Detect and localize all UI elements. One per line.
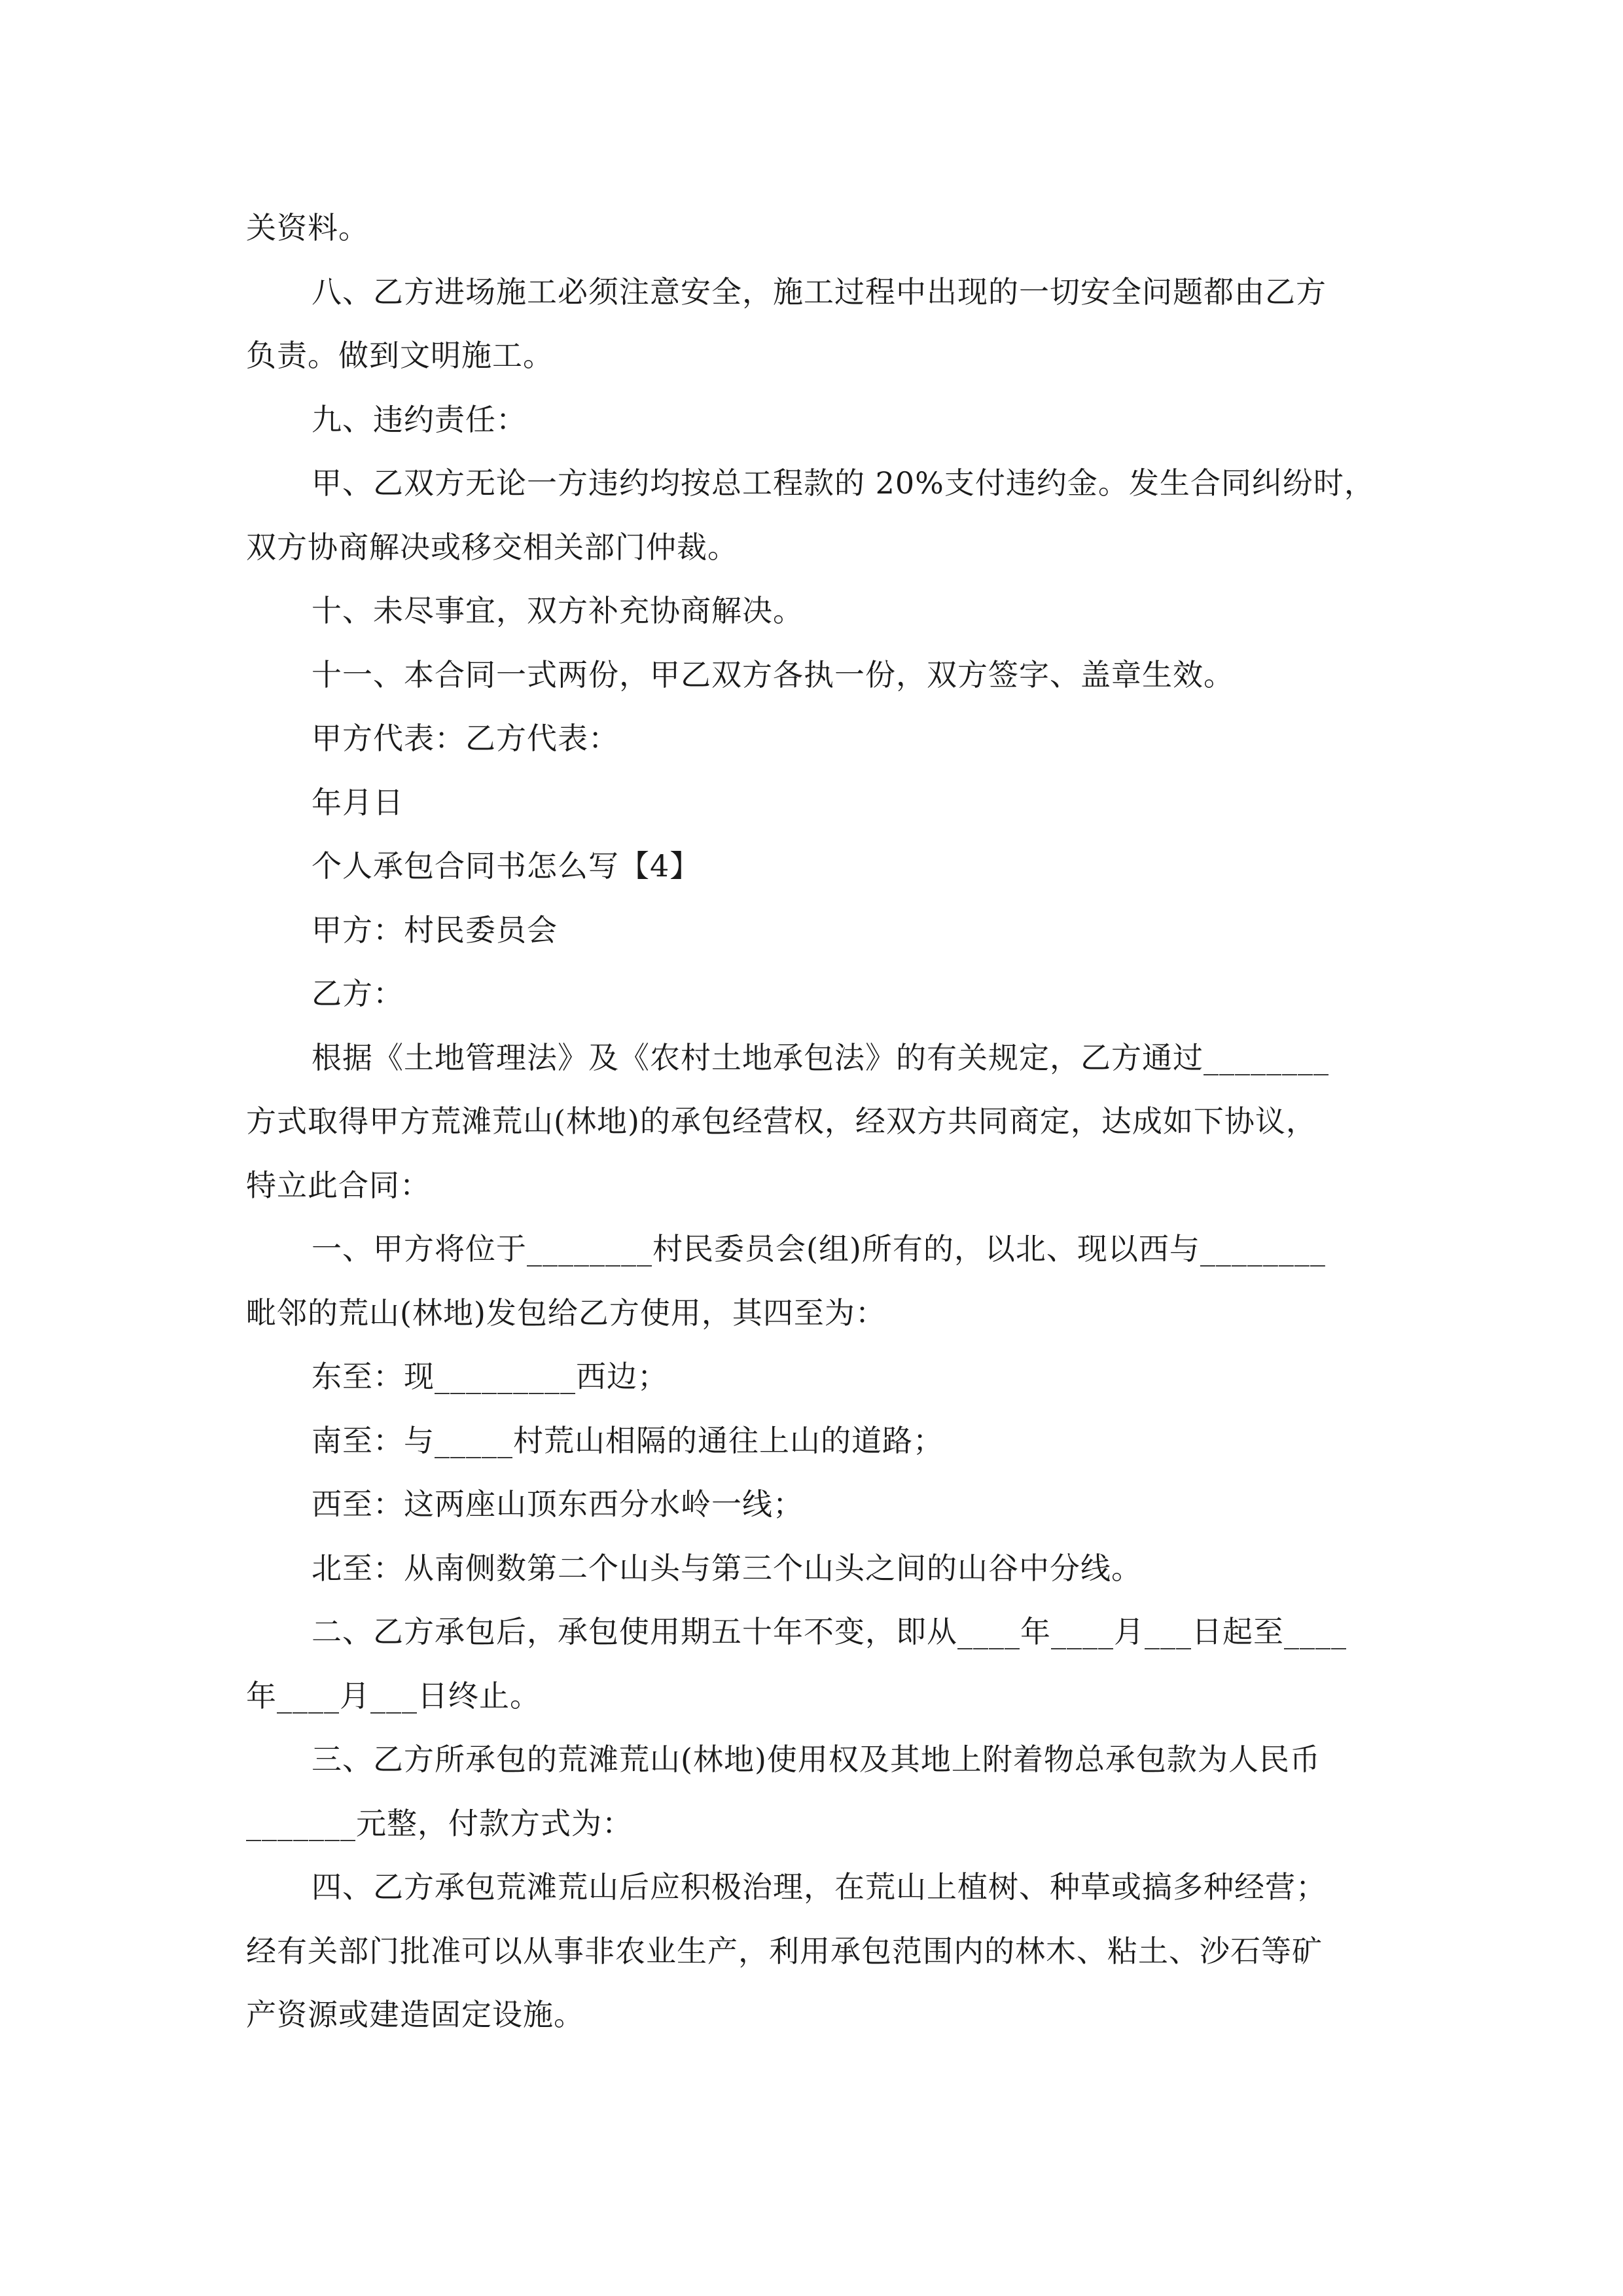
text-line (246, 1856, 1385, 1920)
text-line (246, 643, 1385, 708)
text-line (246, 1792, 1385, 1856)
text-line (246, 707, 1385, 771)
text-line (246, 1154, 1385, 1218)
text-line (246, 260, 1385, 325)
text-line (246, 579, 1385, 643)
line-text: 十、未尽事宜，双方补充协商解决。 (312, 593, 804, 628)
line-text: 甲方代表：乙方代表： (312, 721, 619, 756)
line-text: 南至：与_____村荒山相隔的通往上山的道路； (312, 1422, 944, 1458)
line-text: 年月日 (312, 784, 404, 820)
text-line (246, 516, 1385, 580)
line-text: 四、乙方承包荒滩荒山后应积极治理，在荒山上植树、种草或搞多种经营； (312, 1869, 1327, 1905)
line-text: 东至：现_________西边； (312, 1359, 668, 1394)
text-line (246, 1728, 1385, 1792)
line-text: 三、乙方所承包的荒滩荒山(林地)使用权及其地上附着物总承包款为人民币 (312, 1742, 1321, 1777)
line-text: 年____月___日终止。 (246, 1677, 541, 1713)
line-text: 二、乙方承包后，承包使用期五十年不变，即从____年____月___日起至____ (312, 1614, 1347, 1649)
text-line (246, 196, 1385, 260)
text-line (246, 388, 1385, 452)
text-line (246, 1537, 1385, 1601)
line-text: 西至：这两座山顶东西分水岭一线； (312, 1486, 804, 1522)
text-line (246, 962, 1385, 1026)
text-line (246, 1217, 1385, 1282)
line-text: 方式取得甲方荒滩荒山(林地)的承包经营权，经双方共同商定，达成如下协议， (246, 1103, 1317, 1139)
line-text: 甲、乙双方无论一方违约均按总工程款的 20%支付违约金。发生合同纠纷时， (312, 465, 1375, 501)
text-line (246, 1473, 1385, 1537)
text-line (246, 899, 1385, 963)
line-text: 一、甲方将位于________村民委员会(组)所有的，以北、现以西与________ (312, 1231, 1326, 1266)
line-text: 九、违约责任： (312, 401, 527, 437)
line-text: 根据《土地管理法》及《农村土地承包法》的有关规定，乙方通过________ (312, 1039, 1329, 1075)
line-text: 北至：从南侧数第二个山头与第三个山头之间的山谷中分线。 (312, 1550, 1142, 1586)
text-line (246, 1282, 1385, 1346)
text-line (246, 1983, 1385, 2047)
document-body (246, 196, 1385, 2047)
line-text: _______元整，付款方式为： (246, 1805, 633, 1841)
line-text: 特立此合同： (246, 1167, 431, 1203)
line-text: 八、乙方进场施工必须注意安全，施工过程中出现的一切安全问题都由乙方 (312, 274, 1327, 310)
line-text: 乙方： (312, 976, 404, 1011)
text-line (246, 1409, 1385, 1473)
text-line (246, 1026, 1385, 1090)
text-line (246, 1600, 1385, 1664)
text-line (246, 1920, 1385, 1984)
line-text: 关资料。 (246, 210, 369, 245)
line-text: 个人承包合同书怎么写【4】 (312, 848, 701, 884)
line-text: 经有关部门批准可以从事非农业生产，利用承包范围内的林木、粘土、沙石等矿 (246, 1933, 1323, 1969)
line-text: 毗邻的荒山(林地)发包给乙方使用，其四至为： (246, 1295, 886, 1331)
line-text: 负责。做到文明施工。 (246, 338, 554, 373)
text-line (246, 1345, 1385, 1409)
line-text: 产资源或建造固定设施。 (246, 1997, 584, 2032)
text-line (246, 771, 1385, 835)
line-text: 十一、本合同一式两份，甲乙双方各执一份，双方签字、盖章生效。 (312, 656, 1234, 692)
text-line (246, 1090, 1385, 1154)
line-text: 甲方：村民委员会 (312, 912, 558, 948)
text-line (246, 324, 1385, 388)
line-text: 双方协商解决或移交相关部门仲裁。 (246, 529, 738, 565)
text-line (246, 834, 1385, 899)
text-line (246, 452, 1385, 516)
text-line (246, 1664, 1385, 1729)
